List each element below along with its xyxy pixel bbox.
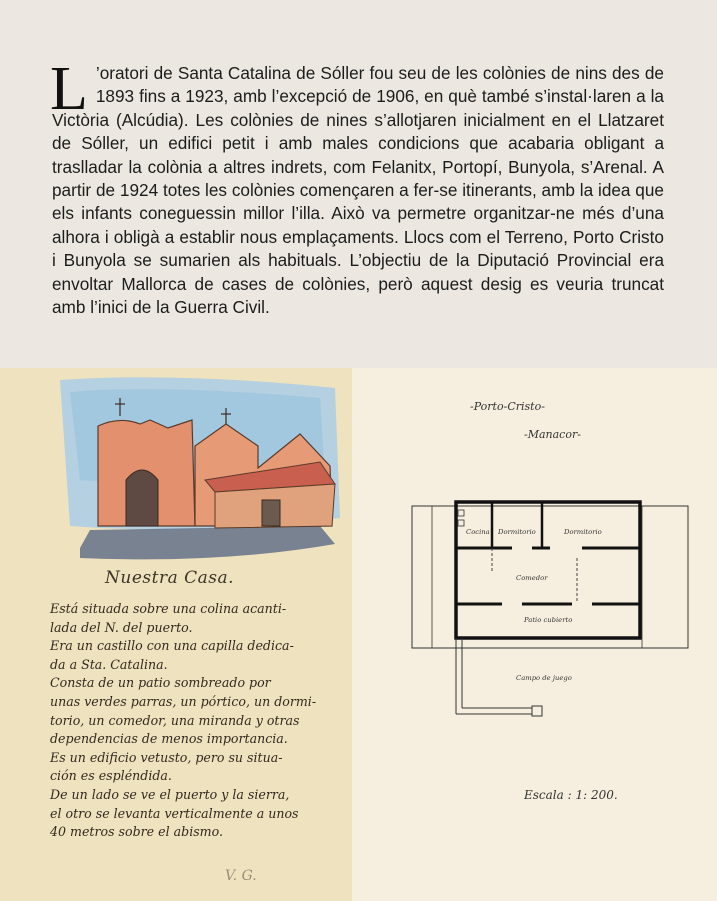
handwriting-line: Es un edificio vetusto, pero su situa- xyxy=(50,749,283,765)
archive-documents xyxy=(0,368,717,901)
intro-text: oratori de Santa Catalina de Sóller fou seu de les colònies de nins des de 1893 fins a 1923, amb l’excepció de 1906, en què també s’instal·laren a la Victòria (Alcúdia). Les colònies de nines s’allotjaren inicialment en el Llatzaret de Sóller, un edifici petit i amb males condicions que acabaria obligant a traslladar la colònia a altres indrets, com Felanitx, Portopí, Bunyola, s’Arenal. A partir de 1924 totes les colònies començaren a fer-se itinerants, amb la idea que els infants coneguessin millor l’illa. Això va permetre organitzar-ne més d’una alhora i obligà a establir nous emplaçaments. Llocs com el Terreno, Porto Cristo i Bunyola se sumarien als habituals. L’objectiu de la Diputació Provincial era envoltar Mallorca de cases de colònies, però aquest desig es veuria truncat amb l’inici de la Guerra Civil. xyxy=(52,63,664,318)
room-cocina: Cocina xyxy=(466,528,490,536)
room-patio: Patio cubierto xyxy=(524,616,573,624)
room-comedor: Comedor xyxy=(516,574,548,582)
handwriting-line: torio, un comedor, una miranda y otras xyxy=(50,712,300,728)
handwriting-line: Consta de un patio sombreado por xyxy=(50,675,271,691)
handwritten-text xyxy=(50,600,340,842)
plan-subtitle: -Manacor- xyxy=(524,428,581,441)
drawing-page xyxy=(0,368,353,901)
room-campo: Campo de juego xyxy=(516,674,572,682)
handwriting-line: Era un castillo con una capilla dedica- xyxy=(50,638,294,654)
handwriting-line: da a Sta. Catalina. xyxy=(50,656,168,672)
signature: V. G. xyxy=(225,868,257,884)
drop-cap: L xyxy=(50,55,88,123)
handwriting-line: lada del N. del puerto. xyxy=(50,619,193,635)
apostrophe: ’ xyxy=(95,63,100,83)
floor-plan-page xyxy=(352,368,717,901)
handwriting-line: el otro se levanta verticalmente a unos xyxy=(50,805,299,821)
oratory-watercolor xyxy=(0,368,352,568)
handwriting-line: unas verdes parras, un pórtico, un dormi- xyxy=(50,693,317,709)
room-dormitorio-2: Dormitorio xyxy=(564,528,602,536)
room-dormitorio-1: Dormitorio xyxy=(498,528,536,536)
handwriting-line: 40 metros sobre el abismo. xyxy=(50,824,223,840)
handwriting-line: Está situada sobre una colina acanti- xyxy=(50,601,287,616)
intro-paragraph xyxy=(50,55,664,319)
plan-scale: Escala : 1: 200. xyxy=(524,788,618,802)
handwriting-line: ción es espléndida. xyxy=(50,768,172,784)
plan-title: -Porto-Cristo- xyxy=(470,400,545,413)
drawing-caption: Nuestra Casa. xyxy=(105,568,235,588)
handwriting-line: dependencias de menos importancia. xyxy=(50,731,288,747)
handwriting-line: De un lado se ve el puerto y la sierra, xyxy=(50,786,290,802)
